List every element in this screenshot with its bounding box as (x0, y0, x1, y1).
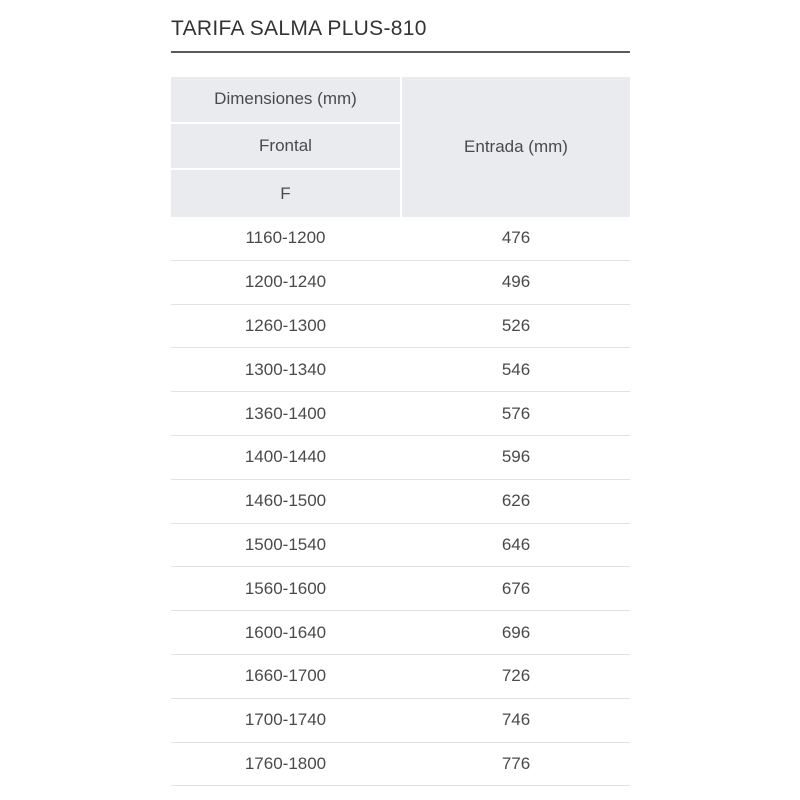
frontal-cell: 1560-1600 (244, 578, 327, 598)
entrada-cell: 596 (501, 447, 531, 467)
table-row (171, 348, 630, 392)
entrada-cell: 676 (501, 578, 531, 598)
header-frontal-label: Frontal (171, 124, 400, 171)
table-row (171, 261, 630, 305)
table-header (171, 77, 630, 217)
entrada-cell: 526 (501, 315, 531, 335)
header-f-label: F (171, 170, 400, 217)
frontal-cell: 1200-1240 (244, 272, 327, 292)
table-row (171, 524, 630, 568)
entrada-cell: 746 (501, 710, 531, 730)
entrada-cell: 576 (501, 403, 531, 423)
frontal-cell: 1360-1400 (244, 403, 327, 423)
table-row (171, 392, 630, 436)
frontal-cell: 1160-1200 (245, 228, 326, 248)
entrada-cell: 476 (501, 228, 531, 248)
entrada-cell: 496 (501, 272, 531, 292)
header-dimensions-label: Dimensiones (mm) (171, 77, 400, 124)
entrada-cell: 546 (501, 359, 531, 379)
frontal-cell: 1660-1700 (244, 666, 327, 686)
price-table (171, 77, 630, 786)
frontal-cell: 1400-1440 (244, 447, 327, 467)
title-underline (171, 51, 630, 53)
frontal-cell: 1700-1740 (244, 710, 327, 730)
frontal-cell: 1600-1640 (244, 622, 327, 642)
entrada-cell: 696 (501, 622, 531, 642)
table-row (171, 305, 630, 349)
table-row (171, 567, 630, 611)
header-entrada-label: Entrada (mm) (402, 77, 630, 217)
table-row (171, 699, 630, 743)
table-row (171, 480, 630, 524)
table-body (171, 217, 630, 786)
page-title: TARIFA SALMA PLUS-810 (171, 17, 427, 40)
frontal-cell: 1300-1340 (244, 359, 327, 379)
table-row (171, 436, 630, 480)
entrada-cell: 646 (501, 534, 531, 554)
table-row (171, 743, 630, 787)
table-row (171, 611, 630, 655)
frontal-cell: 1760-1800 (244, 753, 327, 773)
table-row (171, 655, 630, 699)
entrada-cell: 776 (501, 753, 531, 773)
header-dimensions-column (171, 77, 400, 217)
table-row (171, 217, 630, 261)
frontal-cell: 1500-1540 (244, 534, 327, 554)
frontal-cell: 1460-1500 (244, 491, 327, 511)
frontal-cell: 1260-1300 (244, 315, 327, 335)
entrada-cell: 626 (501, 491, 531, 511)
entrada-cell: 726 (501, 666, 531, 686)
